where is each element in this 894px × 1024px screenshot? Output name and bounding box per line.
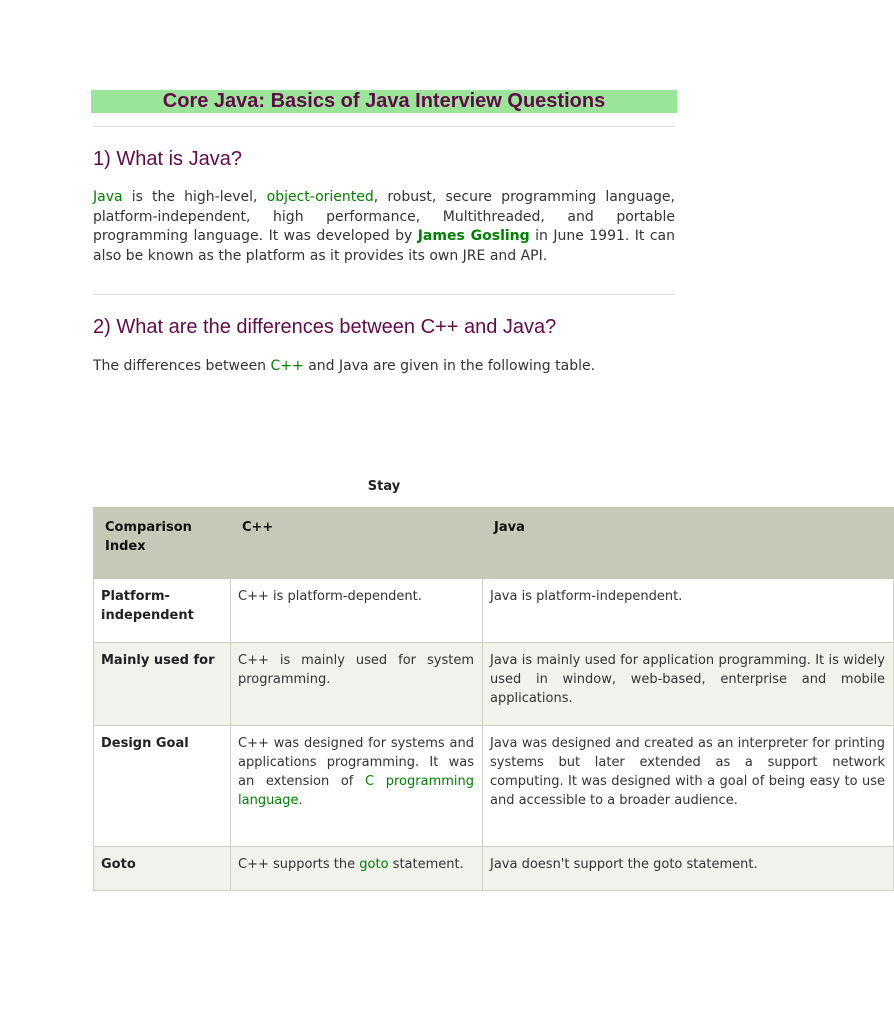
table-header-cell: C++ (231, 508, 483, 579)
cpp-cell: C++ is platform-dependent. (231, 579, 483, 643)
table-header-cell: Comparison Index (94, 508, 231, 579)
table-row (94, 847, 894, 891)
cell-text: C++ was designed for systems and applications programming. It was an extension of (238, 736, 474, 789)
java-link[interactable]: Java (93, 189, 123, 205)
cpp-cell (231, 847, 483, 891)
comparison-table-container (93, 507, 885, 892)
cell-text: . (298, 793, 303, 808)
james-gosling-link[interactable]: James Gosling (417, 228, 530, 244)
divider (93, 294, 676, 295)
table-row (94, 726, 894, 847)
table-row (94, 579, 894, 643)
java-cell: Java was designed and created as an interpreter for printing systems but later extended as a support network computing. It was designed with a goal of being easy to use and accessible to a broader audience. (483, 726, 894, 847)
question-2-answer (93, 357, 675, 377)
cpp-cell (231, 726, 483, 847)
row-header: Goto (94, 847, 231, 891)
java-cell: Java is mainly used for application programming. It is widely used in window, web-based, enterprise and mobile applications. (483, 643, 894, 726)
goto-link[interactable]: goto (359, 857, 389, 872)
c-programming-language-link[interactable]: C programming language (238, 774, 475, 808)
question-1-answer (93, 188, 675, 266)
answer-text: , robust, secure programming language, platform-independent, high performance, Multithreaded, and portable programming language. It was developed by (93, 189, 675, 244)
table-header-cell: Java (483, 508, 894, 579)
table-caption: Stay (367, 479, 401, 494)
cpp-link[interactable]: C++ (270, 358, 304, 374)
cpp-cell: C++ is mainly used for system programming. (231, 643, 483, 726)
row-header: Mainly used for (94, 643, 231, 726)
java-cell: Java doesn't support the goto statement. (483, 847, 894, 891)
answer-text: in June 1991. It can also be known as the platform as it provides its own JRE and API. (93, 228, 675, 264)
row-header: Platform-independent (94, 579, 231, 643)
cell-text: statement. (388, 857, 464, 872)
divider (93, 126, 676, 127)
row-header: Design Goal (94, 726, 231, 847)
question-2-heading: 2) What are the differences between C++ and Java? (93, 316, 557, 338)
question-1-heading: 1) What is Java? (93, 148, 242, 170)
java-cell: Java is platform-independent. (483, 579, 894, 643)
cell-text: C++ supports the (238, 857, 360, 872)
answer-text: and Java are given in the following table. (303, 358, 596, 374)
comparison-table (93, 507, 894, 891)
answer-text: The differences between (93, 358, 271, 374)
page-title: Core Java: Basics of Java Interview Questions (91, 90, 677, 113)
table-row (94, 643, 894, 726)
object-oriented-link[interactable]: object-oriented (266, 189, 374, 205)
answer-text: is the high-level, (122, 189, 267, 205)
table-header-row (94, 508, 894, 579)
